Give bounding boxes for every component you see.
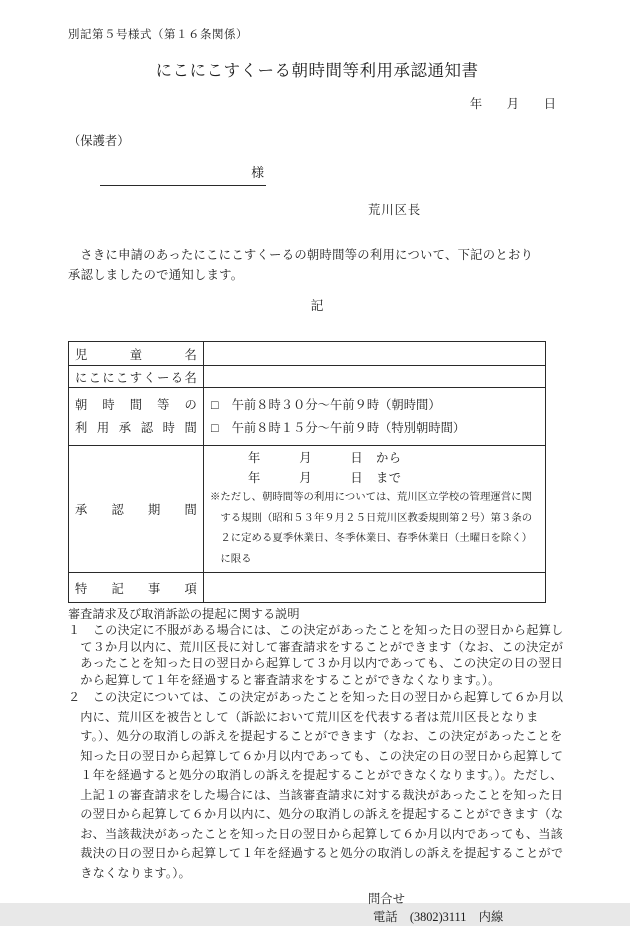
school-name-row [69,366,546,388]
guardian-name-line [68,162,566,188]
approved-time-label [69,388,204,446]
form-reference-label: 別記第５号様式（第１６条関係） [68,29,248,41]
approval-period-label: 承認期間 [69,446,204,573]
school-name-value [204,366,546,388]
approval-period-row [69,446,546,573]
explanation-heading: 審査請求及び取消訴訟の提起に関する説明 [68,607,300,621]
time-option-special-morning-text: 午前８時１５分～午前９時（特別朝時間） [231,420,466,435]
honorific-suffix: 様 [251,166,264,180]
approved-time-row [69,388,546,446]
approval-period-value [204,446,546,573]
guardian-name-field [100,162,266,186]
contact-phone: 電話 (3802)3111 内線 [373,910,504,924]
guardian-label: （保護者） [68,134,130,148]
contact-label: 問合せ [368,892,405,906]
special-notes-value [204,573,546,603]
period-from-line: 年 月 日 から [248,451,402,465]
school-name-label: にこにこすくーる名 [69,366,204,388]
time-option-special-morning [211,417,545,440]
checkbox-icon: □ [211,420,219,435]
child-name-value [204,342,546,366]
body-line-1: さきに申請のあったにこにこすくーるの朝時間等の利用について、下記のとおり [80,248,534,262]
special-notes-row [69,573,546,603]
date-line: 年 月 日 [469,97,556,111]
document-title: にこにこすくーる朝時間等利用承認通知書 [155,61,479,80]
period-note: ※ただし、朝時間等の利用については、荒川区立学校の管理運営に関する規則（昭和５３年９月２５日荒川区教委規則第２号）第３条の２に定める夏季休業日、冬季休業日、春季休業日（土曜日を除く）に限る [210,492,533,565]
approved-time-options [204,388,546,446]
body-paragraph [68,245,566,285]
time-option-morning [211,394,545,417]
approved-time-label-line-2: 利用承認時間 [75,420,197,435]
sender-name: 荒川区長 [368,203,422,217]
child-name-label: 児童名 [69,342,204,366]
checkbox-icon: □ [211,397,219,412]
child-name-row [69,342,546,366]
contact-block [68,890,566,926]
approved-time-label-line-1: 朝時間等の [75,397,197,412]
body-line-2: 承認しましたので通知します。 [68,268,244,282]
period-to-line: 年 月 日 まで [248,471,402,485]
explanation-item-1: １ この決定に不服がある場合には、この決定があったことを知った日の翌日から起算して３か月以内に、荒川区長に対して審査請求をすることができます（なお、この決定があったことを知った日の翌日から起算して３か月以内であっても、この決定の日の翌日から起算して１年を経過すると審査請求をすることができなくなります。）。 [68,623,564,687]
explanation-item-2: ２ この決定については、この決定があったことを知った日の翌日から起算して６か月以内に、荒川区を被告として（訴訟において荒川区を代表する者は荒川区長となります。）、処分の取消しの訴えを提起することができます（なお、この決定があったことを知った日の翌日から起算して６か月以内であっても、この決定の日の翌日から起算して１年を経過すると処分の取消しの訴えを提起することができなくなります。）。ただし、上記１の審査請求をした場合には、当該審査請求に対する裁決があったことを知った日の翌日から起算して６か月以内に、処分の取消しの訴えを提起することができます（なお、当該裁決があったことを知った日の翌日から起算して６か月以内であっても、当該裁決の日の翌日から起算して１年を経過すると処分の取消しの訴えを提起することができなくなります。）。 [68,690,564,880]
section-marker: 記 [310,299,324,313]
time-option-morning-text: 午前８時３０分～午前９時（朝時間） [231,397,441,412]
approval-table [68,341,546,603]
special-notes-label: 特記事項 [69,573,204,603]
